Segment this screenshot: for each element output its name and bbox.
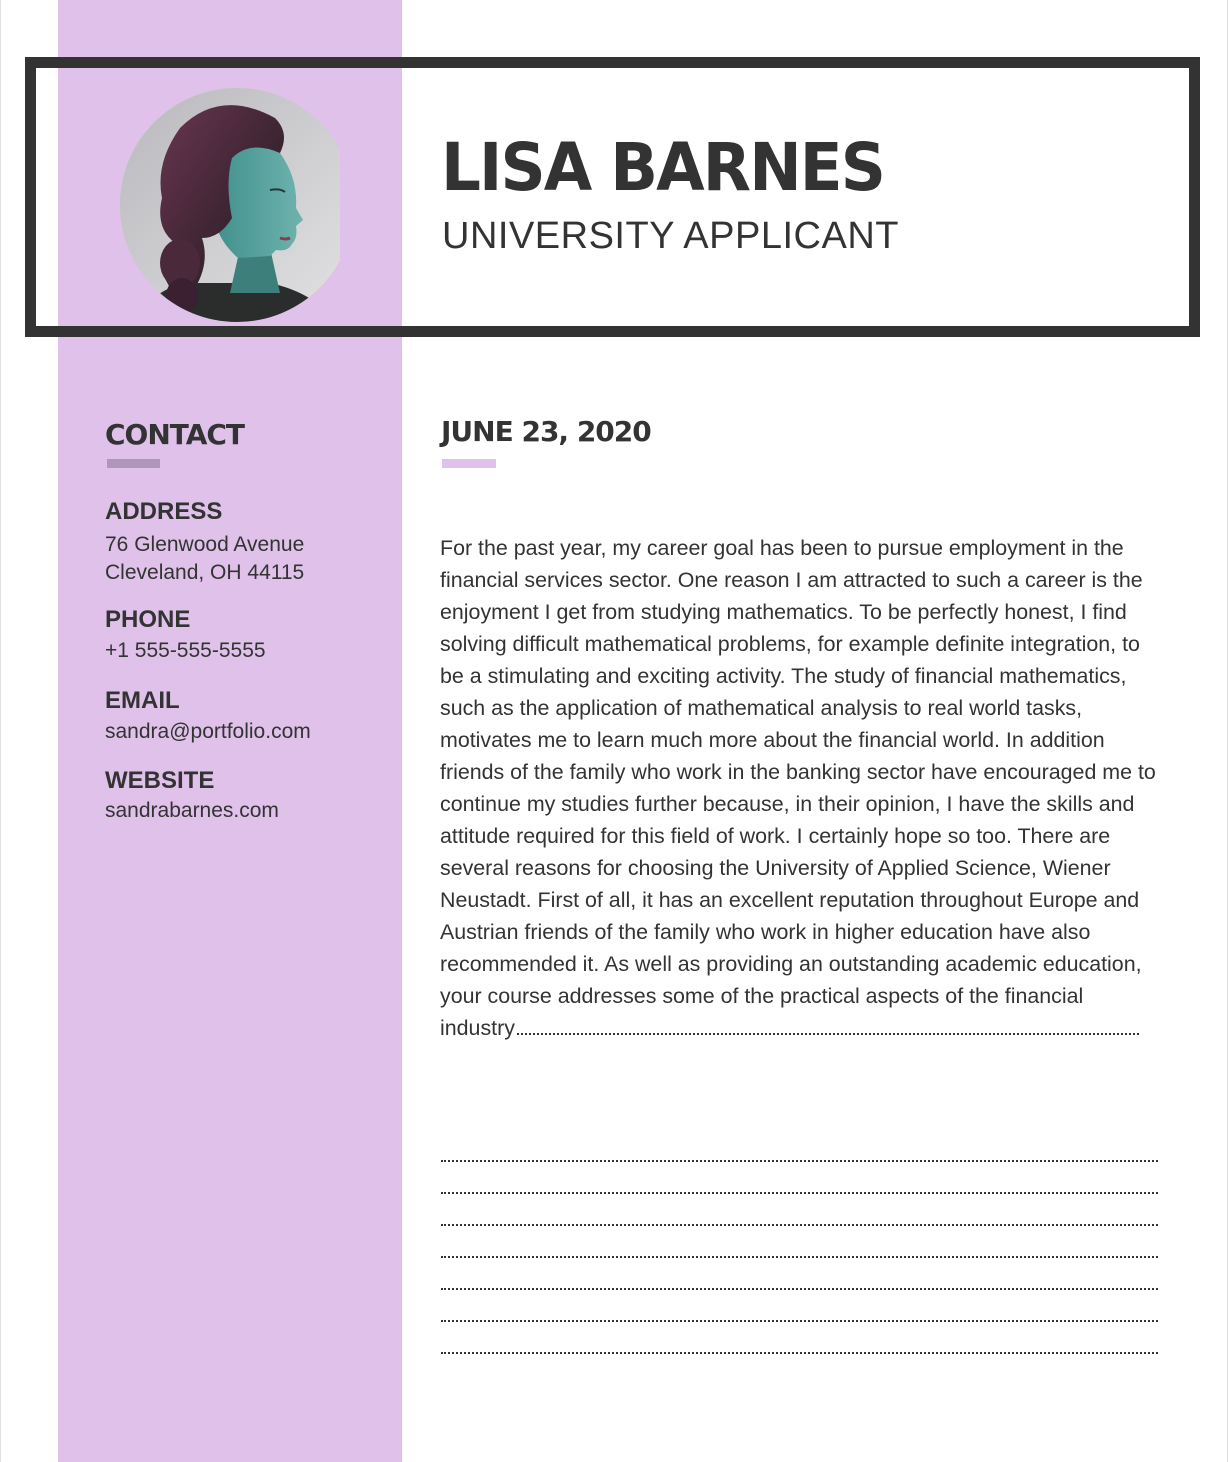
contact-title: CONTACT	[105, 418, 245, 451]
address-label: ADDRESS	[105, 498, 223, 525]
date-accent-bar	[442, 459, 496, 468]
blank-line	[441, 1160, 1158, 1162]
blank-line	[441, 1192, 1158, 1194]
blank-line	[441, 1224, 1158, 1226]
email-label: EMAIL	[105, 687, 180, 714]
applicant-role: UNIVERSITY APPLICANT	[442, 215, 899, 257]
contact-accent-bar	[107, 459, 160, 468]
applicant-name: LISA BARNES	[441, 129, 884, 206]
letter-date: JUNE 23, 2020	[441, 415, 651, 448]
website-label: WEBSITE	[105, 767, 215, 794]
letter-paragraph: For the past year, my career goal has been to pursue employment in the financial services sector. One reason I am attracted to such a career is the enjoyment I get from studying mathematics. To be perfectly honest, I find solving difficult mathematical problems, for example definite integration, to be a stimulating and exciting activity. The study of financial mathematics, such as the application of mathematical analysis to real world tasks, motivates me to learn much more about the financial world. In addition friends of the family who work in the banking sector have encouraged me to continue my studies further because, in their opinion, I have the skills and attitude required for this field of work. I certainly hope so too. There are several reasons for choosing the University of Applied Science, Wiener Neustadt. First of all, it has an excellent reputation throughout Europe and Austrian friends of the family who work in higher education have also recommended it. As well as providing an outstanding academic education, your course addresses some of the practical aspects of the financial industry	[440, 536, 1156, 1040]
phone-label: PHONE	[105, 606, 191, 633]
blank-line	[441, 1288, 1158, 1290]
address-value: 76 Glenwood Avenue Cleveland, OH 44115	[105, 533, 305, 584]
email-value: sandra@portfolio.com	[105, 720, 311, 743]
blank-line	[441, 1256, 1158, 1258]
blank-line	[441, 1320, 1158, 1322]
blank-line	[441, 1352, 1158, 1354]
dotted-fill	[517, 1033, 1139, 1035]
phone-value: +1 555-555-5555	[105, 639, 266, 662]
website-value: sandrabarnes.com	[105, 799, 279, 822]
letter-body	[440, 532, 1162, 1044]
